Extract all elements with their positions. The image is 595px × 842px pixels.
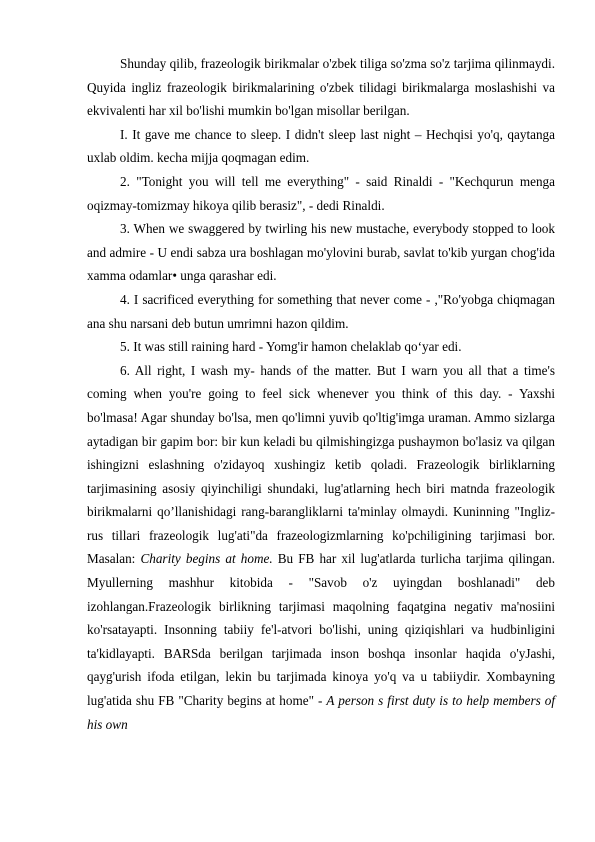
paragraph [87,359,555,737]
text-run: 3. When we swaggered by twirling his new mustache, everybody stopped to look and admire - U endi sabza ura boshlagan mo'ylovini burab, savlat to'kib yurgan chog'ida xamma odamlar• unga qarashar edi. [87,221,555,284]
text-run: I. It gave me chance to sleep. I didn't sleep last night – Hechqisi yo'q, qaytanga uxlab oldim. kecha mijja qoqmagan edim. [87,126,555,166]
text-run: 2. "Tonight you will tell me everything" - said Rinaldi - "Kechqurun menga oqizmay-tomizmay hikoya qilib berasiz", - dedi Rinaldi. [87,173,555,213]
paragraph [87,217,555,288]
paragraph [87,170,555,217]
text-run: 6. All right, I wash my- hands of the matter. But I warn you all that a time's coming when you're going to feel sick whenever you think of this day. - Yaxshi bo'lmasa! Agar shunday bo'lsa, men qo'limni yuvib qo'ltig'imga uraman. Ammo sizlarga aytadigan bir gapim bor: bir kun keladi bu qilmishingizga pushaymon bo'lasiz va qilgan ishingizni eslashning o'zidayoq xushingiz ketib qoladi. Frazeologik birliklarning tarjimasining asosiy qiyinchiligi shundaki, lug'atlarning hech biri matnda frazeologik birikmalarni qo’llanishidagi rang-barangliklarni ta'minlay olmaydi. Kuninning "Ingliz-rus tillari frazeologik lug'ati"da frazeologizmlarning ko'pchiligining tarjimasi bor. Masalan: [87,362,555,567]
text-run: 4. I sacrificed everything for something that never come - ,"Ro'yobga chiqmagan ana shu narsani deb butun umrimni hazon qildim. [87,291,555,331]
italic-phrase: Charity begins at home. [140,551,273,567]
paragraph [87,52,555,123]
text-run: Shunday qilib, frazeologik birikmalar o'zbek tiliga so'zma so'z tarjima qilinmaydi. Quyida ingliz frazeologik birikmalarining o'zbek tilidagi birikmalarga moslashishi va ekvivalenti har xil bo'lishi mumkin bo'lgan misollar berilgan. [87,56,555,119]
paragraph [87,288,555,335]
italic-phrase: A person s first duty is to help members of his own [87,693,555,732]
document-page [87,52,555,736]
text-run: Bu FB har xil lug'atlarda turlicha tarjima qilingan. Myullerning mashhur kitobida - "Savob o'z uyingdan boshlanadi" deb izohlangan.Frazeologik birlikning tarjimasi maqolning faqatgina negativ ma'nosiini ko'rsatayapti. Insonning tabiiy fe'l-atvori bo'lishi, uning qiziqishlari va hudbinligini ta'kidlayapti. BARSda berilgan tarjimada inson boshqa insonlar haqida o'yJashi, qayg'urish ifoda etilgan, lekin bu tarjimada kinoya yo'q va u tabiiydir. Xombayning lug'atida shu FB "Charity begins at home" - [87,551,555,709]
text-run: 5. It was still raining hard - Yomg'ir hamon chelaklab qo‘yar edi. [120,339,462,355]
paragraph [87,123,555,170]
paragraph [87,335,555,359]
